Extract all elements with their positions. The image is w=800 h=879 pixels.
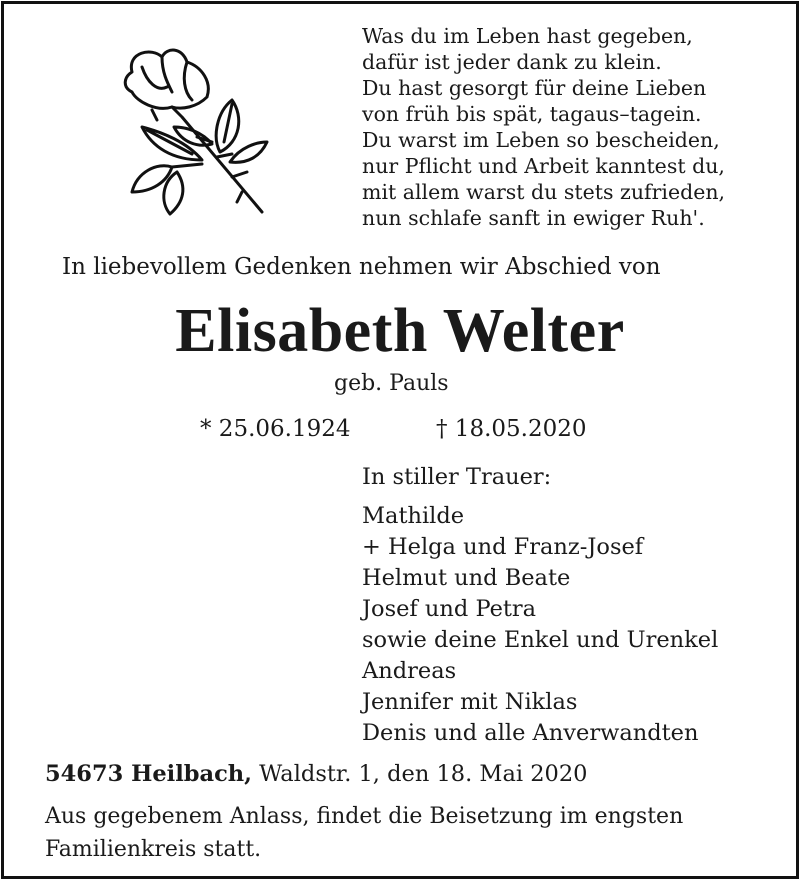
mourner: Jennifer mit Niklas [362,689,578,715]
poem-line: von früh bis spät, tagaus–tagein. [362,102,702,126]
mourner: Mathilde [362,503,465,529]
birth-date: * 25.06.1924 [200,416,351,442]
address-place: 54673 Heilbach, [45,761,252,787]
mourners-heading: In stiller Trauer: [362,464,552,490]
mourner: Denis und alle Anverwandten [362,720,699,746]
mourners-list [362,501,718,749]
mourner: Helmut und Beate [362,565,571,591]
poem-line: Was du im Leben hast gegeben, [362,24,693,48]
deceased-name: Elisabeth Welter [175,297,625,365]
poem-line: Du hast gesorgt für deine Lieben [362,76,707,100]
poem-line: nur Pflicht und Arbeit kanntest du, [362,154,725,178]
burial-note: Aus gegebenem Anlass, findet die Beisetzung im engsten Familienkreis statt. [45,804,684,862]
mourner: Andreas [362,658,457,684]
address-line [45,761,587,787]
poem-line: dafür ist jeder dank zu klein. [362,50,662,74]
poem-line: nun schlafe sanft in ewiger Ruh'. [362,206,705,230]
poem-line: Du warst im Leben so bescheiden, [362,128,720,152]
mourner: Josef und Petra [362,596,537,622]
mourner: sowie deine Enkel und Urenkel [362,627,719,653]
rose-icon [112,42,272,222]
death-date: † 18.05.2020 [436,416,587,442]
intro-text: In liebevollem Gedenken nehmen wir Abschied von [62,254,661,280]
poem-line: mit allem warst du stets zufrieden, [362,180,726,204]
maiden-name: geb. Pauls [334,371,449,396]
address-rest: Waldstr. 1, den 18. Mai 2020 [251,761,588,787]
poem [362,23,725,231]
mourner: + Helga und Franz-Josef [362,534,644,560]
